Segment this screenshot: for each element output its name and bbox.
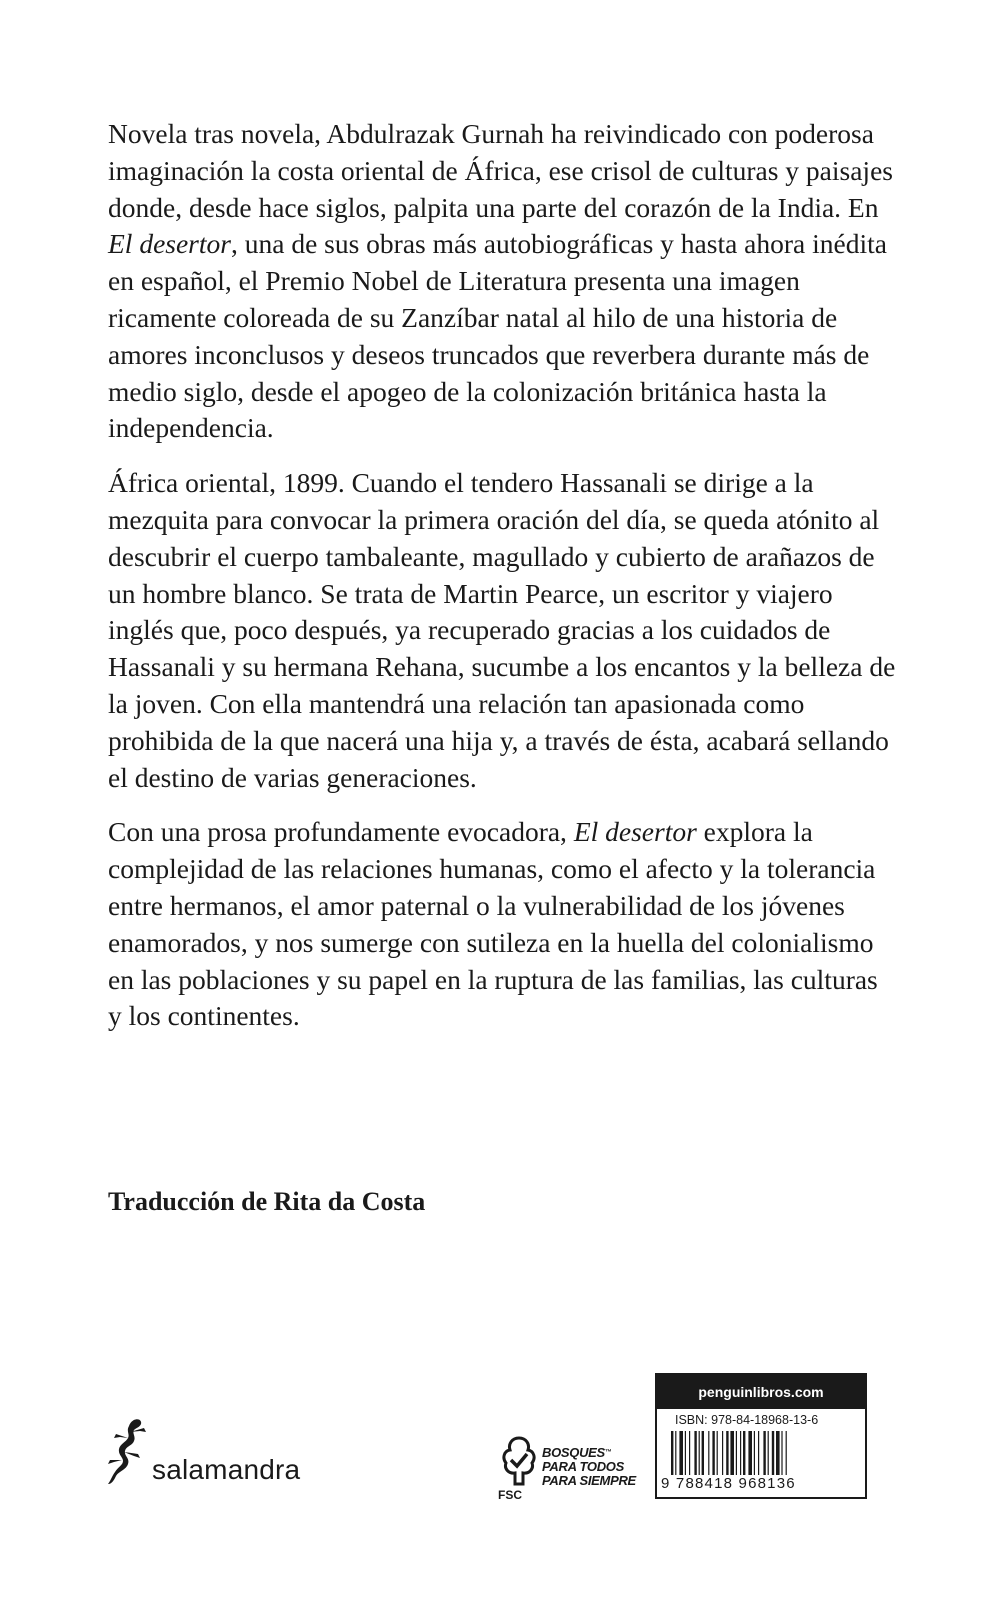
blurb-paragraph-3: Con una prosa profundamente evocadora, El desertor explora la complejidad de las relaciones humanas, como el afecto y la tolerancia entre hermanos, el amor paternal o la vulnerabilidad de los jóvenes enamorados, y nos sumerge con sutileza en la huella del colonialismo en las poblaciones y su papel en la ruptura de las familias, las culturas y los continentes. bbox=[108, 816, 878, 1032]
salamander-icon bbox=[104, 1416, 150, 1486]
publisher-website: penguinlibros.com bbox=[657, 1375, 865, 1409]
fsc-badge bbox=[498, 1432, 658, 1502]
barcode-digits: 9 788418 968136 bbox=[661, 1475, 796, 1492]
isbn-label: ISBN: 978-84-18968-13-6 bbox=[675, 1413, 819, 1427]
publisher-logo bbox=[104, 1416, 324, 1486]
translator-credit: Traducción de Rita da Costa bbox=[108, 1187, 426, 1216]
blurb-paragraph-2: África oriental, 1899. Cuando el tendero Hassanali se dirige a la mezquita para convocar la primera oración del día, se queda atónito al descubrir el cuerpo tambaleante, magullado y cubierto de arañazos de un hombre blanco. Se trata de Martin Pearce, un escritor y viajero inglés que, poco después, ya recuperado gracias a los cuidados de Hassanali y su hermana Rehana, sucumbe a los encantos y la belleza de la joven. Con ella mantendrá una relación tan apasionada como prohibida de la que nacerá una hija y, a través de ésta, acabará sellando el destino de varias generaciones. bbox=[108, 467, 896, 793]
publisher-name: salamandra bbox=[152, 1454, 301, 1485]
book-title: El desertor bbox=[573, 816, 697, 848]
barcode bbox=[671, 1431, 855, 1475]
fsc-label: FSC bbox=[498, 1488, 522, 1502]
isbn-barcode-box bbox=[655, 1373, 867, 1499]
fsc-tree-icon bbox=[498, 1434, 540, 1488]
blurb-paragraph-1: Novela tras novela, Abdulrazak Gurnah ha reivindicado con poderosa imaginación la costa oriental de África, ese crisol de culturas y paisajes donde, desde hace siglos, palpita una parte del corazón de la India. En El desertor, una de sus obras más autobiográficas y hasta ahora inédita en español, el Premio Nobel de Literatura presenta una imagen ricamente coloreada de su Zanzíbar natal al hilo de una historia de amores inconclusos y deseos truncados que reverbera durante más de medio siglo, desde el apogeo de la colonización británica hasta la independencia. bbox=[108, 118, 893, 444]
blurb bbox=[108, 116, 898, 1053]
fsc-slogan: BOSQUES™ PARA TODOS PARA SIEMPRE bbox=[542, 1445, 636, 1488]
book-title: El desertor bbox=[108, 228, 231, 260]
